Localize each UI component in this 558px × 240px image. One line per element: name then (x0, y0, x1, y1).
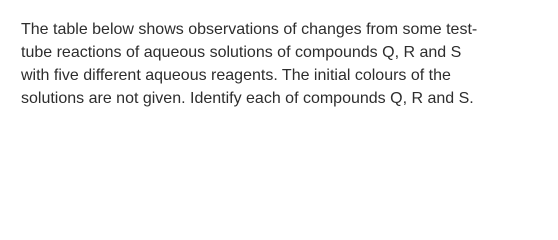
question-line-1: The table below shows observations of changes from some test- (21, 21, 478, 38)
question-text (21, 18, 551, 110)
question-line-4: solutions are not given. Identify each of compounds Q, R and S. (21, 90, 474, 107)
question-line-2: tube reactions of aqueous solutions of compounds Q, R and S (21, 44, 462, 61)
question-line-3: with five different aqueous reagents. The initial colours of the (21, 67, 451, 84)
